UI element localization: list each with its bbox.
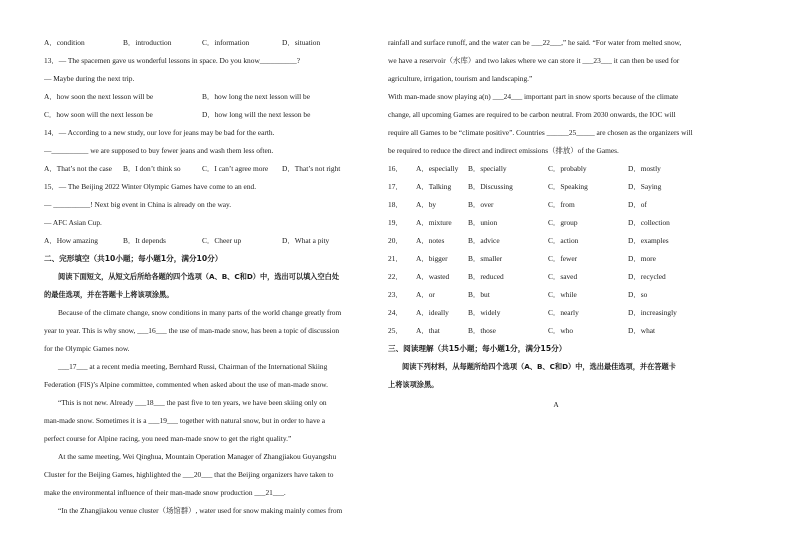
q13-options-row1 <box>44 88 374 106</box>
question-number: 18． <box>388 200 403 209</box>
option-a: A．especially <box>416 164 459 173</box>
passage-line: make the environmental influence of their man-made snow production ___21___. <box>44 488 286 497</box>
options-row-18 <box>388 196 724 214</box>
option-c: C．while <box>548 290 577 299</box>
option-a: A．wasted <box>416 272 450 281</box>
options-row-19 <box>388 214 724 232</box>
question-number: 21． <box>388 254 403 263</box>
option-b: B．how long the next lesson will be <box>202 92 310 101</box>
option-d: D．of <box>628 200 647 209</box>
option-c: C．I can’t agree more <box>202 164 269 173</box>
passage-line: require all Games to be “climate positive”. Countries ______25_____ are chosen as the organizers will <box>388 128 693 137</box>
options-row-22 <box>388 268 724 286</box>
option-c: C．action <box>548 236 579 245</box>
option-c: C．how soon will the next lesson be <box>44 110 153 119</box>
q14-options <box>44 160 374 178</box>
option-d: D．how long will the next lesson be <box>202 110 311 119</box>
option-c: C．probably <box>548 164 587 173</box>
passage-line: With man-made snow playing a(n) ___24___ important part in snow sports because of the climate <box>388 92 679 101</box>
option-a: A．mixture <box>416 218 452 227</box>
option-b: B．specially <box>468 164 507 173</box>
option-d: D．mostly <box>628 164 661 173</box>
q13-options-row2 <box>44 106 374 124</box>
options-row-25 <box>388 322 724 340</box>
options-row-17 <box>388 178 724 196</box>
section3-heading: 三、阅读理解（共15小题；每小题1分，满分15分） <box>388 344 567 353</box>
option-b: B．those <box>468 326 496 335</box>
question-number: 23． <box>388 290 403 299</box>
passage-line: Federation (FIS)’s Alpine committee, commented when asked about the use of man-made snow. <box>44 380 328 389</box>
options-row-23 <box>388 286 724 304</box>
q14-stem: 14．— According to a new study, our love for jeans may be bad for the earth. <box>44 128 275 137</box>
option-d: D．examples <box>628 236 669 245</box>
option-b: B．reduced <box>468 272 504 281</box>
option-b: B．over <box>468 200 494 209</box>
q15-reply: — __________! Next big event in China is already on the way. <box>44 200 232 209</box>
options-row-21 <box>388 250 724 268</box>
question-number: 24． <box>388 308 403 317</box>
option-c: C．from <box>548 200 575 209</box>
option-d: D．Saying <box>628 182 662 191</box>
question-number: 25． <box>388 326 403 335</box>
option-c: C．group <box>548 218 578 227</box>
question-number: 16． <box>388 164 403 173</box>
option-d: D．so <box>628 290 648 299</box>
option-d: D．recycled <box>628 272 666 281</box>
left-column <box>44 34 374 520</box>
passage-line: be required to reduce the direct and indirect emissions（排放）of the Games. <box>388 146 619 155</box>
option-c: C．Speaking <box>548 182 588 191</box>
passage-line: agriculture, irrigation, tourism and landscaping.” <box>388 74 533 83</box>
option-c: C．Cheer up <box>202 236 242 245</box>
passage-line: At the same meeting, Wei Qinghua, Mountain Operation Manager of Zhangjiakou Guyangshu <box>58 452 337 461</box>
passage-line: year to year. This is why snow, ___16___ the use of man-made snow, has been a topic of discussion <box>44 326 340 335</box>
part-label: A <box>553 400 559 409</box>
section2-heading: 二、完形填空（共10小题；每小题1分，满分10分） <box>44 254 223 263</box>
option-b: B．smaller <box>468 254 503 263</box>
option-c: C．saved <box>548 272 578 281</box>
option-a: A．That’s not the case <box>44 164 112 173</box>
option-a: A．Talking <box>416 182 452 191</box>
option-a: A．ideally <box>416 308 449 317</box>
option-d: D．situation <box>282 38 321 47</box>
option-b: B．It depends <box>123 236 166 245</box>
option-d: D．That’s not right <box>282 164 341 173</box>
q12-options <box>44 34 374 52</box>
question-number: 22． <box>388 272 403 281</box>
passage-line: perfect course for Alpine racing, you need man-made snow to get the right quality.” <box>44 434 292 443</box>
q13-stem: 13．— The spacemen gave us wonderful lessons in space. Do you know__________? <box>44 56 301 65</box>
q15-options <box>44 232 374 250</box>
option-b: B．I don’t think so <box>123 164 181 173</box>
passage-line: “In the Zhangjiakou venue cluster（场馆群）, water used for snow making mainly comes from <box>58 506 343 515</box>
passage-line: man-made snow. Sometimes it is a ___19___ together with natural snow, but in order to have a <box>44 416 326 425</box>
option-b: B．union <box>468 218 498 227</box>
option-b: B．advice <box>468 236 500 245</box>
q13-reply: — Maybe during the next trip. <box>44 74 135 83</box>
option-a: A．how soon the next lesson will be <box>44 92 154 101</box>
option-a: A．How amazing <box>44 236 98 245</box>
section2-instructions-1: 阅读下面短文，从短文后所给各题的四个选项（A、B、C和D）中，选出可以填入空白处 <box>58 272 340 281</box>
passage-line: Because of the climate change, snow conditions in many parts of the world change greatly from <box>58 308 342 317</box>
option-b: B．but <box>468 290 490 299</box>
q15-reply-2: — AFC Asian Cup. <box>44 218 102 227</box>
option-a: A．that <box>416 326 440 335</box>
passage-line: ___17___ at a recent media meeting, Bernhard Russi, Chairman of the International Skiing <box>58 362 328 371</box>
option-d: D．increasingly <box>628 308 677 317</box>
right-column <box>388 34 724 414</box>
q14-reply: —__________ we are supposed to buy fewer jeans and wash them less often. <box>44 146 274 155</box>
question-number: 19． <box>388 218 403 227</box>
option-a: A．bigger <box>416 254 448 263</box>
section3-instructions-1: 阅读下列材料，从每题所给四个选项（A、B、C和D）中，选出最佳选项，并在答题卡 <box>402 362 676 371</box>
options-row-24 <box>388 304 724 322</box>
passage-line: we have a reservoir（水库）and two lakes where we can store it ___23___ it can then be used for <box>388 56 680 65</box>
option-a: A．by <box>416 200 437 209</box>
option-b: B．Discussing <box>468 182 513 191</box>
section2-instructions-2: 的最佳选项，并在答题卡上将该项涂黑。 <box>44 290 174 299</box>
question-number: 20． <box>388 236 403 245</box>
question-number: 17． <box>388 182 403 191</box>
passage-line: rainfall and surface runoff, and the water can be ___22___,” he said. “For water from melted snow, <box>388 38 682 47</box>
options-row-20 <box>388 232 724 250</box>
passage-line: for the Olympic Games now. <box>44 344 130 353</box>
section3-instructions-2: 上将该项涂黑。 <box>388 380 439 389</box>
option-a: A．condition <box>44 38 85 47</box>
option-d: D．what <box>628 326 656 335</box>
q15-stem: 15．— The Beijing 2022 Winter Olympic Games have come to an end. <box>44 182 257 191</box>
passage-line: “This is not new. Already ___18___ the past five to ten years, we have been skiing only on <box>58 398 327 407</box>
option-a: A．notes <box>416 236 445 245</box>
passage-line: Cluster for the Beijing Games, highlighted the ___20___ that the Beijing organizers have taken to <box>44 470 334 479</box>
option-b: B．widely <box>468 308 501 317</box>
option-c: C．nearly <box>548 308 579 317</box>
passage-line: change, all upcoming Games are required to be carbon neutral. From 2030 onwards, the IOC will <box>388 110 676 119</box>
option-d: D．collection <box>628 218 670 227</box>
option-c: C．who <box>548 326 574 335</box>
option-d: D．more <box>628 254 656 263</box>
option-b: B．introduction <box>123 38 172 47</box>
option-d: D．What a pity <box>282 236 330 245</box>
option-c: C．fewer <box>548 254 578 263</box>
options-row-16 <box>388 160 724 178</box>
option-c: C．information <box>202 38 250 47</box>
option-a: A．or <box>416 290 435 299</box>
